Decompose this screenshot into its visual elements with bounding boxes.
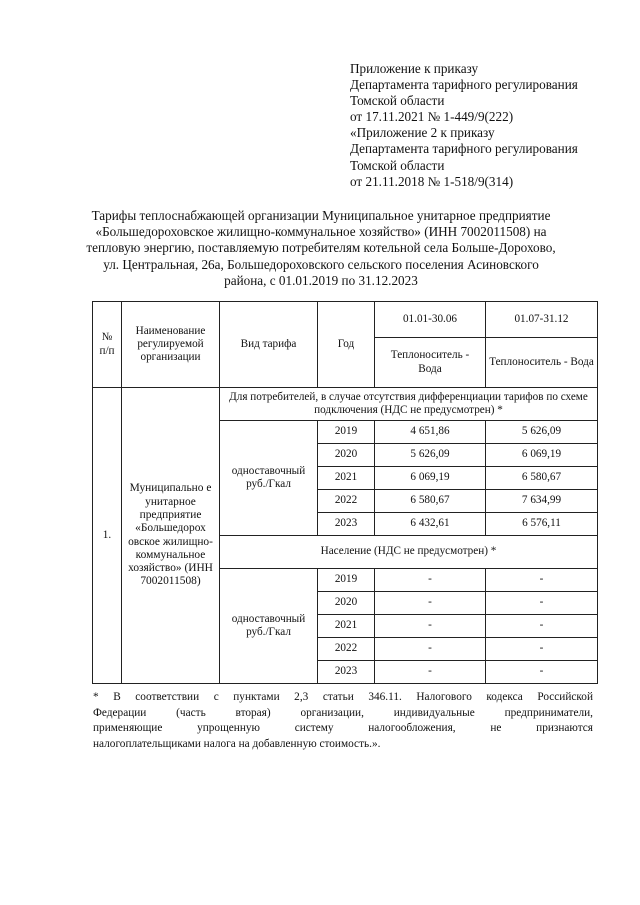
year-cell: 2023 [318,661,375,684]
value-cell: - [375,638,486,661]
group-label-2: Население (НДС не предусмотрен) * [220,536,598,569]
year-cell: 2022 [318,638,375,661]
value-cell: 6 069,19 [375,467,486,490]
appendix-line: Томской области [350,93,445,109]
title-line: «Большедороховское жилищно-коммунальное хозяйство» (ИНН 7002011508) на [95,224,547,240]
footnote-word: налогообложения, [368,722,456,735]
value-cell: - [375,661,486,684]
value-cell: - [486,592,598,615]
footnote-word: применяющие [93,722,163,735]
footnote-word: В [113,691,121,703]
appendix-line: от 21.11.2018 № 1-518/9(314) [350,173,514,189]
header-tariff-type: Вид тарифа [220,302,318,388]
value-cell: - [486,638,598,661]
header-num: № п/п [93,302,122,388]
value-cell: 6 432,61 [375,513,486,536]
header-carrier-2: Теплоноситель - Вода [486,338,598,388]
header-period-2: 01.07-31.12 [486,302,598,338]
value-cell: - [375,615,486,638]
value-cell: - [375,592,486,615]
appendix-line: Департамента тарифного регулирования [350,141,578,157]
footnote-line [93,706,593,722]
footnote-word: организации, [300,706,364,719]
document-title [86,208,556,289]
value-cell: 5 626,09 [486,421,598,444]
footnote-word: признаются [536,722,593,735]
value-cell: 6 069,19 [486,444,598,467]
appendix-line: «Приложение 2 к приказу [350,125,495,141]
year-cell: 2021 [318,615,375,638]
footnote-word: Налогового [416,691,472,703]
year-cell: 2023 [318,513,375,536]
row-number: 1. [93,388,122,684]
title-line: Тарифы теплоснабжающей организации Муниципальное унитарное предприятие [91,208,551,223]
footnote-word: 2,3 [294,691,309,703]
year-cell: 2019 [318,569,375,592]
footnote [93,690,593,753]
header-org: Наименование регулируемой организации [122,302,220,388]
footnote-word: статьи [322,691,354,703]
appendix-header [350,61,620,190]
header-period-1: 01.01-30.06 [375,302,486,338]
footnote-word: Федерации [93,706,147,719]
value-cell: 6 576,11 [486,513,598,536]
footnote-word: * [93,691,99,703]
value-cell: 4 651,86 [375,421,486,444]
footnote-word: систему [294,722,334,735]
value-cell: - [486,661,598,684]
title-line: тепловую энергию, поставляемую потребителям котельной села Больше-Дорохово, [86,240,556,256]
footnote-word: 346.11. [368,691,402,703]
value-cell: 6 580,67 [486,467,598,490]
org-name: Муниципально е унитарное предприятие «Большедорох овское жилищно-коммунальное хозяйство» (ИНН 7002011508) [122,388,220,684]
tariff-type-2: одноставочный руб./Гкал [220,569,318,684]
appendix-line: от 17.11.2021 № 1-449/9(222) [350,109,514,125]
year-cell: 2020 [318,592,375,615]
value-cell: - [486,615,598,638]
year-cell: 2022 [318,490,375,513]
value-cell: 5 626,09 [375,444,486,467]
footnote-word: пунктами [233,691,280,703]
value-cell: - [486,569,598,592]
tariff-type-1: одноставочный руб./Гкал [220,421,318,536]
title-line: ул. Центральная, 26а, Большедороховского сельского поселения Асиновского [103,256,539,272]
footnote-line: налогоплательщиками налога на добавленную стоимость.». [93,738,381,751]
year-cell: 2021 [318,467,375,490]
footnote-word: кодекса [486,691,523,703]
footnote-word: соответствии [135,691,200,703]
title-line: района, с 01.01.2019 по 31.12.2023 [224,272,418,288]
footnote-word: не [490,722,502,735]
header-year: Год [318,302,375,388]
year-cell: 2019 [318,421,375,444]
appendix-line: Приложение к приказу [350,61,479,76]
header-carrier-1: Теплоноситель - Вода [375,338,486,388]
footnote-word: вторая) [235,706,271,719]
appendix-line: Департамента тарифного регулирования [350,77,578,93]
tariff-table [92,301,598,684]
footnote-word: предприниматели, [504,706,593,719]
footnote-line [93,690,593,706]
value-cell: - [375,569,486,592]
value-cell: 6 580,67 [375,490,486,513]
appendix-line: Томской области [350,157,445,173]
footnote-word: с [213,691,219,703]
footnote-word: Российской [537,691,593,703]
group-label-1: Для потребителей, в случае отсутствия дифференциации тарифов по схеме подключения (НДС не предусмотрен) * [220,388,598,421]
footnote-word: индивидуальные [393,706,475,719]
footnote-line [93,721,593,737]
year-cell: 2020 [318,444,375,467]
value-cell: 7 634,99 [486,490,598,513]
footnote-word: (часть [176,706,206,719]
footnote-word: упрощенную [197,722,260,735]
